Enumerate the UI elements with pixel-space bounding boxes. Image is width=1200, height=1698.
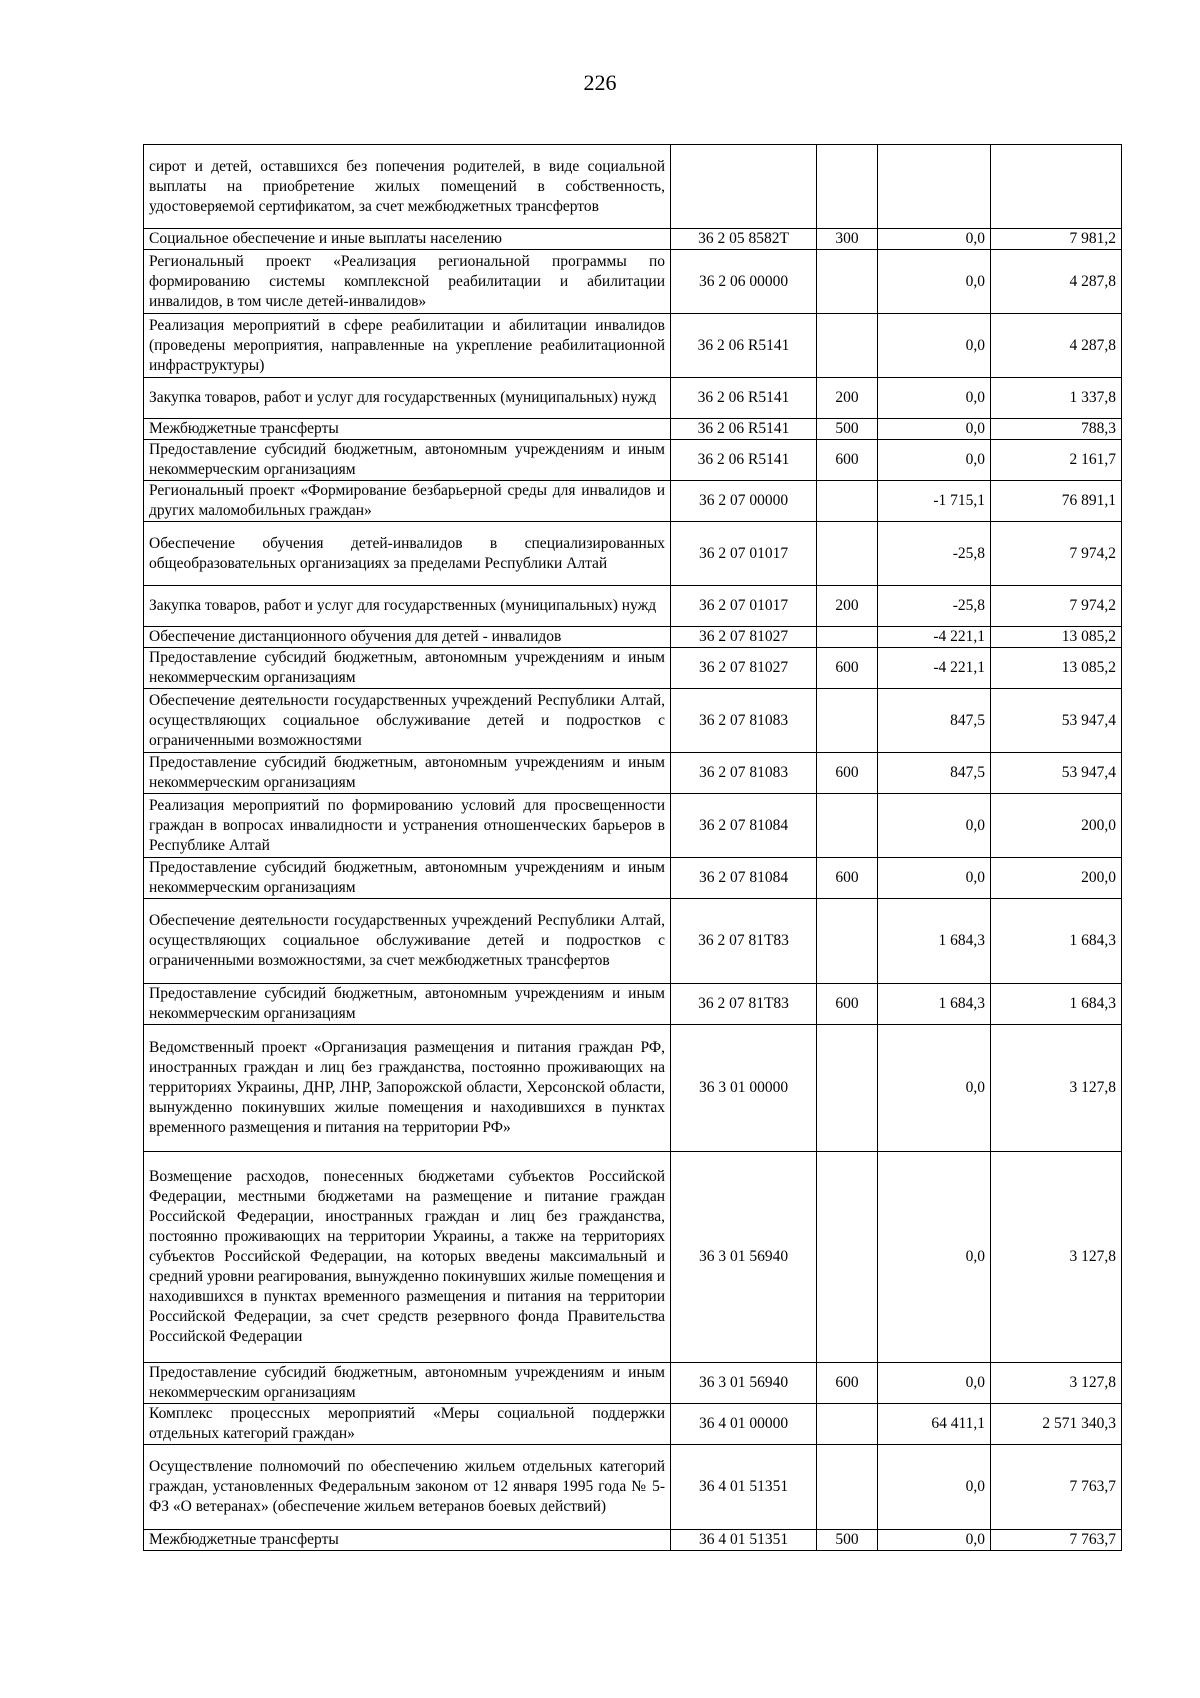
target-code-cell: 36 2 07 81027 <box>671 648 817 689</box>
table-row <box>144 1152 1122 1363</box>
item-name-cell: Обеспечение деятельности государственных учреждений Республики Алтай, осуществляющих социальное обслуживание детей и подростков с ограниченными возможностями, за счет межбюджетных трансфертов <box>144 899 671 984</box>
expense-type-cell: 600 <box>817 440 878 481</box>
table-row <box>144 753 1122 794</box>
total-amount-cell: 3 127,8 <box>991 1025 1122 1152</box>
change-amount-cell: 847,5 <box>878 753 991 794</box>
change-amount-cell: 847,5 <box>878 689 991 753</box>
expense-type-cell: 200 <box>817 586 878 627</box>
total-amount-cell: 2 161,7 <box>991 440 1122 481</box>
change-amount-cell: -4 221,1 <box>878 648 991 689</box>
item-name-cell: Реализация мероприятий в сфере реабилитации и абилитации инвалидов (проведены мероприятия, направленные на укрепление реабилитационной инфраструктуры) <box>144 314 671 378</box>
target-code-cell: 36 2 06 R5141 <box>671 440 817 481</box>
item-name-cell: Социальное обеспечение и иные выплаты населению <box>144 229 671 250</box>
table-row <box>144 794 1122 858</box>
change-amount-cell: 0,0 <box>878 419 991 440</box>
change-amount-cell: -4 221,1 <box>878 627 991 648</box>
item-name-cell: Комплекс процессных мероприятий «Меры социальной поддержки отдельных категорий граждан» <box>144 1404 671 1445</box>
table-row <box>144 314 1122 378</box>
budget-table <box>143 144 1122 1551</box>
total-amount-cell: 7 763,7 <box>991 1445 1122 1530</box>
expense-type-cell: 600 <box>817 858 878 899</box>
expense-type-cell <box>817 481 878 522</box>
table-row <box>144 648 1122 689</box>
total-amount-cell: 76 891,1 <box>991 481 1122 522</box>
page-number: 226 <box>583 70 617 95</box>
change-amount-cell: 0,0 <box>878 229 991 250</box>
target-code-cell: 36 2 05 8582Т <box>671 229 817 250</box>
expense-type-cell <box>817 145 878 229</box>
table-row <box>144 440 1122 481</box>
change-amount-cell: 0,0 <box>878 794 991 858</box>
table-row <box>144 1025 1122 1152</box>
expense-type-cell <box>817 1445 878 1530</box>
expense-type-cell: 600 <box>817 753 878 794</box>
target-code-cell: 36 2 06 R5141 <box>671 314 817 378</box>
expense-type-cell <box>817 1025 878 1152</box>
expense-type-cell: 500 <box>817 419 878 440</box>
target-code-cell: 36 2 07 81083 <box>671 753 817 794</box>
change-amount-cell: 0,0 <box>878 1025 991 1152</box>
target-code-cell: 36 4 01 51351 <box>671 1445 817 1530</box>
item-name-cell: Обеспечение обучения детей-инвалидов в специализированных общеобразовательных организациях за пределами Республики Алтай <box>144 522 671 586</box>
total-amount-cell: 4 287,8 <box>991 314 1122 378</box>
item-name-cell: Межбюджетные трансферты <box>144 419 671 440</box>
target-code-cell: 36 4 01 51351 <box>671 1530 817 1551</box>
total-amount-cell: 200,0 <box>991 794 1122 858</box>
table-row <box>144 1404 1122 1445</box>
item-name-cell: сирот и детей, оставшихся без попечения родителей, в виде социальной выплаты на приобретение жилых помещений в собственность, удостоверяемой сертификатом, за счет межбюджетных трансфертов <box>144 145 671 229</box>
expense-type-cell: 200 <box>817 378 878 419</box>
target-code-cell: 36 4 01 00000 <box>671 1404 817 1445</box>
table-row <box>144 229 1122 250</box>
total-amount-cell: 7 974,2 <box>991 586 1122 627</box>
change-amount-cell: 0,0 <box>878 250 991 314</box>
table-row <box>144 522 1122 586</box>
target-code-cell: 36 2 07 01017 <box>671 522 817 586</box>
table-row <box>144 1445 1122 1530</box>
total-amount-cell: 7 974,2 <box>991 522 1122 586</box>
expense-type-cell <box>817 314 878 378</box>
item-name-cell: Реализация мероприятий по формированию условий для просвещенности граждан в вопросах инвалидности и устранения отношенческих барьеров в Республике Алтай <box>144 794 671 858</box>
table-row <box>144 145 1122 229</box>
item-name-cell: Обеспечение деятельности государственных учреждений Республики Алтай, осуществляющих социальное обслуживание детей и подростков с ограниченными возможностями <box>144 689 671 753</box>
expense-type-cell <box>817 627 878 648</box>
total-amount-cell: 1 337,8 <box>991 378 1122 419</box>
expense-type-cell <box>817 689 878 753</box>
change-amount-cell: 0,0 <box>878 440 991 481</box>
change-amount-cell <box>878 145 991 229</box>
target-code-cell: 36 3 01 56940 <box>671 1363 817 1404</box>
change-amount-cell: 0,0 <box>878 1530 991 1551</box>
budget-table-body <box>144 145 1122 1551</box>
item-name-cell: Закупка товаров, работ и услуг для государственных (муниципальных) нужд <box>144 586 671 627</box>
target-code-cell: 36 2 06 00000 <box>671 250 817 314</box>
change-amount-cell: 1 684,3 <box>878 899 991 984</box>
target-code-cell: 36 2 07 81084 <box>671 794 817 858</box>
change-amount-cell: 0,0 <box>878 378 991 419</box>
target-code-cell <box>671 145 817 229</box>
total-amount-cell: 4 287,8 <box>991 250 1122 314</box>
expense-type-cell: 500 <box>817 1530 878 1551</box>
table-row <box>144 858 1122 899</box>
expense-type-cell: 600 <box>817 984 878 1025</box>
table-row <box>144 1363 1122 1404</box>
change-amount-cell: 0,0 <box>878 1363 991 1404</box>
table-row <box>144 984 1122 1025</box>
target-code-cell: 36 2 07 00000 <box>671 481 817 522</box>
table-row <box>144 250 1122 314</box>
table-row <box>144 481 1122 522</box>
item-name-cell: Региональный проект «Формирование безбарьерной среды для инвалидов и других маломобильных граждан» <box>144 481 671 522</box>
item-name-cell: Обеспечение дистанционного обучения для детей - инвалидов <box>144 627 671 648</box>
target-code-cell: 36 2 07 81Т83 <box>671 899 817 984</box>
total-amount-cell: 788,3 <box>991 419 1122 440</box>
target-code-cell: 36 2 06 R5141 <box>671 378 817 419</box>
item-name-cell: Осуществление полномочий по обеспечению жильем отдельных категорий граждан, установленных Федеральным законом от 12 января 1995 года № 5-ФЗ «О ветеранах» (обеспечение жильем ветеранов боевых действий) <box>144 1445 671 1530</box>
expense-type-cell: 300 <box>817 229 878 250</box>
item-name-cell: Предоставление субсидий бюджетным, автономным учреждениям и иным некоммерческим организациям <box>144 858 671 899</box>
change-amount-cell: 0,0 <box>878 1152 991 1363</box>
change-amount-cell: 0,0 <box>878 314 991 378</box>
target-code-cell: 36 2 07 81027 <box>671 627 817 648</box>
item-name-cell: Закупка товаров, работ и услуг для государственных (муниципальных) нужд <box>144 378 671 419</box>
expense-type-cell: 600 <box>817 648 878 689</box>
expense-type-cell: 600 <box>817 1363 878 1404</box>
target-code-cell: 36 2 07 81Т83 <box>671 984 817 1025</box>
target-code-cell: 36 2 07 01017 <box>671 586 817 627</box>
expense-type-cell <box>817 1404 878 1445</box>
change-amount-cell: 0,0 <box>878 1445 991 1530</box>
item-name-cell: Возмещение расходов, понесенных бюджетами субъектов Российской Федерации, местными бюджетами на размещение и питание граждан Российской Федерации, иностранных граждан и лиц без гражданства, постоянно проживающих на территории Украины, а также на территориях субъектов Российской Федерации, на которых введены максимальный и средний уровни реагирования, вынужденно покинувших жилые помещения и находившихся в пунктах временного размещения и питания на территории Российской Федерации, за счет средств резервного фонда Правительства Российской Федерации <box>144 1152 671 1363</box>
target-code-cell: 36 2 07 81083 <box>671 689 817 753</box>
item-name-cell: Предоставление субсидий бюджетным, автономным учреждениям и иным некоммерческим организациям <box>144 1363 671 1404</box>
table-row <box>144 689 1122 753</box>
total-amount-cell: 1 684,3 <box>991 899 1122 984</box>
total-amount-cell <box>991 145 1122 229</box>
table-row <box>144 586 1122 627</box>
table-row <box>144 1530 1122 1551</box>
item-name-cell: Предоставление субсидий бюджетным, автономным учреждениям и иным некоммерческим организациям <box>144 648 671 689</box>
total-amount-cell: 200,0 <box>991 858 1122 899</box>
total-amount-cell: 1 684,3 <box>991 984 1122 1025</box>
item-name-cell: Предоставление субсидий бюджетным, автономным учреждениям и иным некоммерческим организациям <box>144 984 671 1025</box>
change-amount-cell: -25,8 <box>878 586 991 627</box>
item-name-cell: Предоставление субсидий бюджетным, автономным учреждениям и иным некоммерческим организациям <box>144 753 671 794</box>
target-code-cell: 36 2 06 R5141 <box>671 419 817 440</box>
expense-type-cell <box>817 250 878 314</box>
table-row <box>144 627 1122 648</box>
total-amount-cell: 53 947,4 <box>991 689 1122 753</box>
total-amount-cell: 3 127,8 <box>991 1363 1122 1404</box>
table-row <box>144 419 1122 440</box>
expense-type-cell <box>817 794 878 858</box>
change-amount-cell: 1 684,3 <box>878 984 991 1025</box>
table-row <box>144 899 1122 984</box>
total-amount-cell: 7 763,7 <box>991 1530 1122 1551</box>
target-code-cell: 36 3 01 00000 <box>671 1025 817 1152</box>
total-amount-cell: 53 947,4 <box>991 753 1122 794</box>
change-amount-cell: -1 715,1 <box>878 481 991 522</box>
target-code-cell: 36 3 01 56940 <box>671 1152 817 1363</box>
change-amount-cell: 0,0 <box>878 858 991 899</box>
total-amount-cell: 3 127,8 <box>991 1152 1122 1363</box>
total-amount-cell: 13 085,2 <box>991 648 1122 689</box>
item-name-cell: Ведомственный проект «Организация размещения и питания граждан РФ, иностранных граждан и лиц без гражданства, постоянно проживающих на территориях Украины, ДНР, ЛНР, Запорожской области, Херсонской области, вынужденно покинувших жилые помещения и находившихся в пунктах временного размещения и питания на территории РФ» <box>144 1025 671 1152</box>
item-name-cell: Предоставление субсидий бюджетным, автономным учреждениям и иным некоммерческим организациям <box>144 440 671 481</box>
expense-type-cell <box>817 1152 878 1363</box>
expense-type-cell <box>817 899 878 984</box>
item-name-cell: Межбюджетные трансферты <box>144 1530 671 1551</box>
table-row <box>144 378 1122 419</box>
total-amount-cell: 7 981,2 <box>991 229 1122 250</box>
target-code-cell: 36 2 07 81084 <box>671 858 817 899</box>
expense-type-cell <box>817 522 878 586</box>
item-name-cell: Региональный проект «Реализация региональной программы по формированию системы комплексной реабилитации и абилитации инвалидов, в том числе детей-инвалидов» <box>144 250 671 314</box>
total-amount-cell: 13 085,2 <box>991 627 1122 648</box>
change-amount-cell: 64 411,1 <box>878 1404 991 1445</box>
total-amount-cell: 2 571 340,3 <box>991 1404 1122 1445</box>
change-amount-cell: -25,8 <box>878 522 991 586</box>
